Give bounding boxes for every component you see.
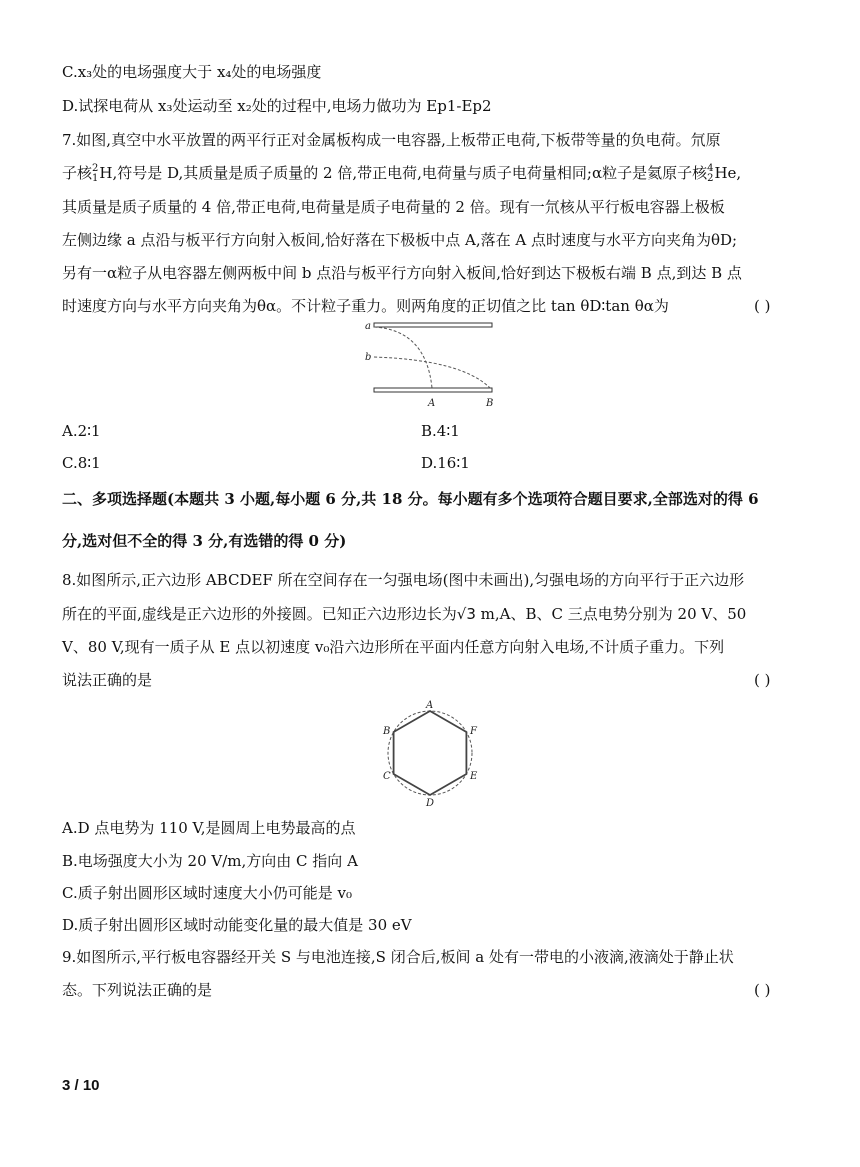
q7-stem-2b: H,符号是 D,其质量是质子质量的 2 倍,带正电荷,电荷量与质子电荷量相同;α粒子是氦原子核 [99, 164, 708, 182]
helium-isotope-notation: 4 2 [707, 163, 714, 184]
point-B-label: B [486, 398, 494, 409]
regular-hexagon [394, 711, 467, 795]
q8-option-c: C.质子射出圆形区域时速度大小仍可能是 v₀ [62, 884, 352, 902]
q6-option-d: D.试探电荷从 x₃处运动至 x₂处的过程中,电场力做功为 Ep1-Ep2 [62, 97, 492, 115]
vertex-D-label: D [426, 798, 435, 808]
point-A-label: A [428, 398, 436, 409]
point-b-label: b [365, 352, 372, 363]
q7-option-d: D.16∶1 [421, 454, 470, 472]
q7-stem-line-5: 另有一α粒子从电容器左侧两板中间 b 点沿与板平行方向射入板间,恰好到达下极板右端 B 点,到达 B 点 [62, 264, 742, 282]
q8-stem-2a: 所在的平面,虚线是正六边形的外接圆。已知正六边形边长为 [62, 605, 457, 623]
q7-capacitor-figure [360, 318, 510, 412]
vertex-F-label: F [470, 726, 477, 737]
section-2-heading-line-2: 分,选对但不全的得 3 分,有选错的得 0 分) [62, 532, 347, 550]
sqrt-three: √3 [456, 605, 476, 623]
section-2-heading-line-1: 二、多项选择题(本题共 3 小题,每小题 6 分,共 18 分。每小题有多个选项符合题目要求,全部选对的得 6 [62, 490, 759, 508]
q7-stem-2a: 子核 [62, 164, 93, 182]
q8-stem-2b: m,A、B、C 三点电势分别为 20 V、50 [475, 605, 747, 623]
q8-stem-line-4: 说法正确的是 [62, 671, 153, 689]
q7-option-c: C.8∶1 [62, 454, 101, 472]
q9-stem-line-2: 态。下列说法正确的是 [62, 981, 213, 999]
vertex-A-label: A [426, 700, 434, 711]
q8-option-a: A.D 点电势为 110 V,是圆周上电势最高的点 [62, 819, 356, 837]
q7-answer-paren: ( ) [754, 297, 771, 315]
q7-stem-line-4: 左侧边缘 a 点沿与板平行方向射入板间,恰好落在下极板中点 A,落在 A 点时速度与水平方向夹角为θD; [62, 231, 738, 249]
deuteron-trajectory [374, 327, 432, 388]
q7-option-b: B.4∶1 [421, 422, 460, 440]
vertex-B-label: B [383, 726, 391, 737]
q7-option-a: A.2∶1 [62, 422, 101, 440]
alpha-trajectory [374, 357, 490, 388]
point-a-label: a [365, 321, 371, 332]
q8-option-b: B.电场强度大小为 20 V/m,方向由 C 指向 A [62, 852, 358, 870]
q8-stem-line-1: 8.如图所示,正六边形 ABCDEF 所在空间存在一匀强电场(图中未画出),匀强电场的方向平行于正六边形 [62, 571, 745, 589]
vertex-E-label: E [470, 771, 478, 782]
lower-plate [374, 388, 492, 392]
upper-plate [374, 323, 492, 327]
q8-option-d: D.质子射出圆形区域时动能变化量的最大值是 30 eV [62, 916, 412, 934]
deuterium-isotope-notation: 2 1 [92, 163, 99, 184]
circumscribed-circle [388, 711, 472, 795]
q8-answer-paren: ( ) [754, 671, 771, 689]
q9-stem-line-1: 9.如图所示,平行板电容器经开关 S 与电池连接,S 闭合后,板间 a 处有一带电的小液滴,液滴处于静止状 [62, 948, 734, 966]
q8-stem-line-3: V、80 V,现有一质子从 E 点以初速度 v₀沿六边形所在平面内任意方向射入电场,不计质子重力。下列 [62, 638, 725, 656]
q7-stem-line-6: 时速度方向与水平方向夹角为θα。不计粒子重力。则两角度的正切值之比 tan θD∶tan θα为 [62, 297, 669, 315]
q8-hexagon-figure [380, 698, 480, 808]
vertex-C-label: C [383, 771, 391, 782]
q7-stem-line-1: 7.如图,真空中水平放置的两平行正对金属板构成一电容器,上板带正电荷,下板带等量的负电荷。氘原 [62, 131, 721, 149]
q6-option-c: C.x₃处的电场强度大于 x₄处的电场强度 [62, 63, 322, 81]
q7-stem-line-3: 其质量是质子质量的 4 倍,带正电荷,电荷量是质子电荷量的 2 倍。现有一氘核从平行板电容器上极板 [62, 198, 725, 216]
q8-stem-line-2 [62, 604, 746, 624]
q9-answer-paren: ( ) [754, 981, 771, 999]
q7-stem-line-2 [62, 163, 741, 184]
q7-stem-2c: He, [714, 164, 742, 182]
page-number: 3 / 10 [62, 1077, 100, 1094]
